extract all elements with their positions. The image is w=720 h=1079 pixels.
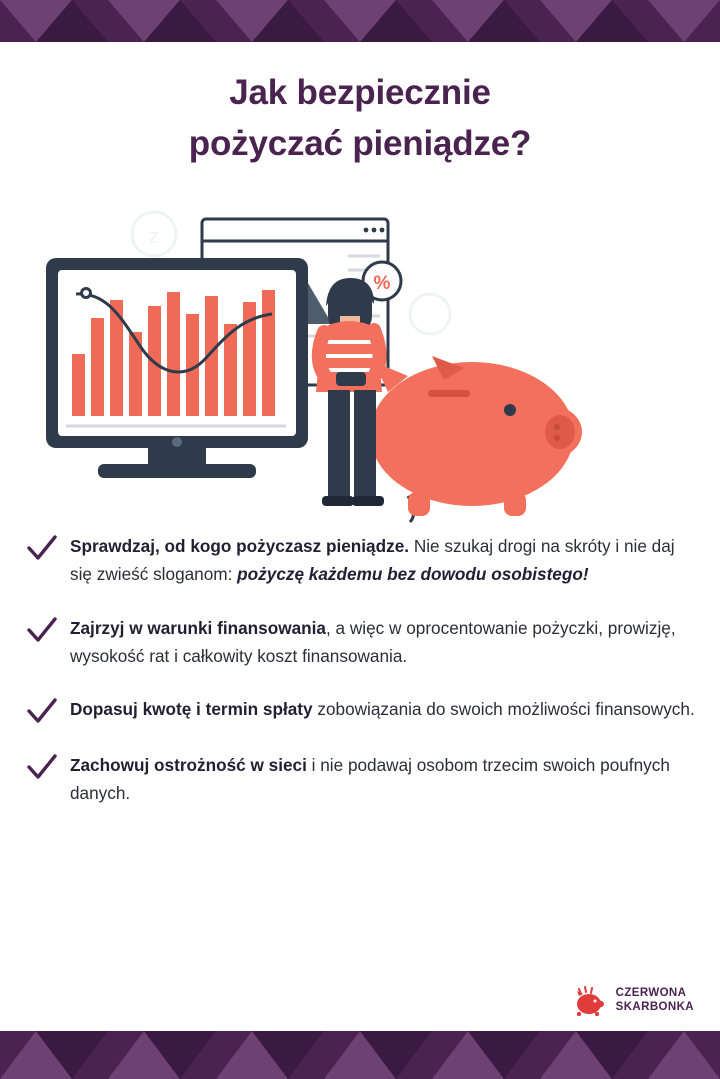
svg-text:%: %: [373, 273, 391, 294]
list-item-body: zobowiązania do swoich możliwości finansowych.: [312, 699, 695, 720]
list-item-lead: Dopasuj kwotę i termin spłaty: [70, 699, 313, 720]
title-line-1: Jak bezpiecznie: [229, 73, 491, 112]
bottom-decorative-band: [0, 1031, 720, 1079]
brand-line-2: SKARBONKA: [615, 1001, 694, 1013]
check-icon: [26, 696, 70, 726]
zigzag-pattern-bottom: [0, 1031, 720, 1079]
tips-list: [26, 533, 698, 834]
list-item-text: [70, 615, 698, 671]
brand-logo-text: [616, 986, 694, 1015]
list-item-text: [70, 696, 698, 724]
zigzag-pattern-top: [0, 0, 720, 42]
list-item: [26, 752, 698, 808]
top-decorative-band: [0, 0, 720, 42]
brand-line-1: CZERWONA: [615, 986, 687, 999]
monitor-icon: [46, 258, 308, 478]
check-icon: [26, 533, 70, 563]
title-line-2: pożyczać pieniądze?: [188, 123, 532, 163]
list-item: [26, 533, 698, 589]
list-item-lead: Sprawdzaj, od kogo pożyczasz pieniądze.: [70, 536, 410, 556]
list-item-body: Nie szukaj drogi na skróty i nie daj się zwieść sloganom:: [70, 536, 675, 584]
list-item: [26, 615, 698, 671]
list-item-body: , a więc w oprocentowanie pożyczki, prowizję, wysokość rat i całkowity koszt finansowania.: [70, 617, 676, 666]
piggy-bank-icon: [370, 356, 582, 522]
check-icon: [26, 615, 70, 645]
check-icon: [26, 752, 70, 782]
list-item: [26, 696, 698, 726]
list-item-text: [70, 533, 698, 589]
finance-illustration: [36, 196, 684, 526]
illustration-svg: [36, 196, 684, 526]
list-item-body: i nie podawaj osobom trzecim swoich poufnych danych.: [70, 755, 670, 804]
page-title: [0, 68, 720, 170]
list-item-lead: Zajrzyj w warunki finansowania: [70, 617, 326, 638]
list-item-text: [70, 752, 698, 808]
list-item-emphasis: pożyczę każdemu bez dowodu osobistego!: [237, 563, 589, 584]
brand-logo: [573, 983, 694, 1017]
piggy-bank-logo-icon: [573, 983, 607, 1017]
svg-text:z: z: [149, 226, 159, 248]
list-item-lead: Zachowuj ostrożność w sieci: [70, 755, 307, 776]
